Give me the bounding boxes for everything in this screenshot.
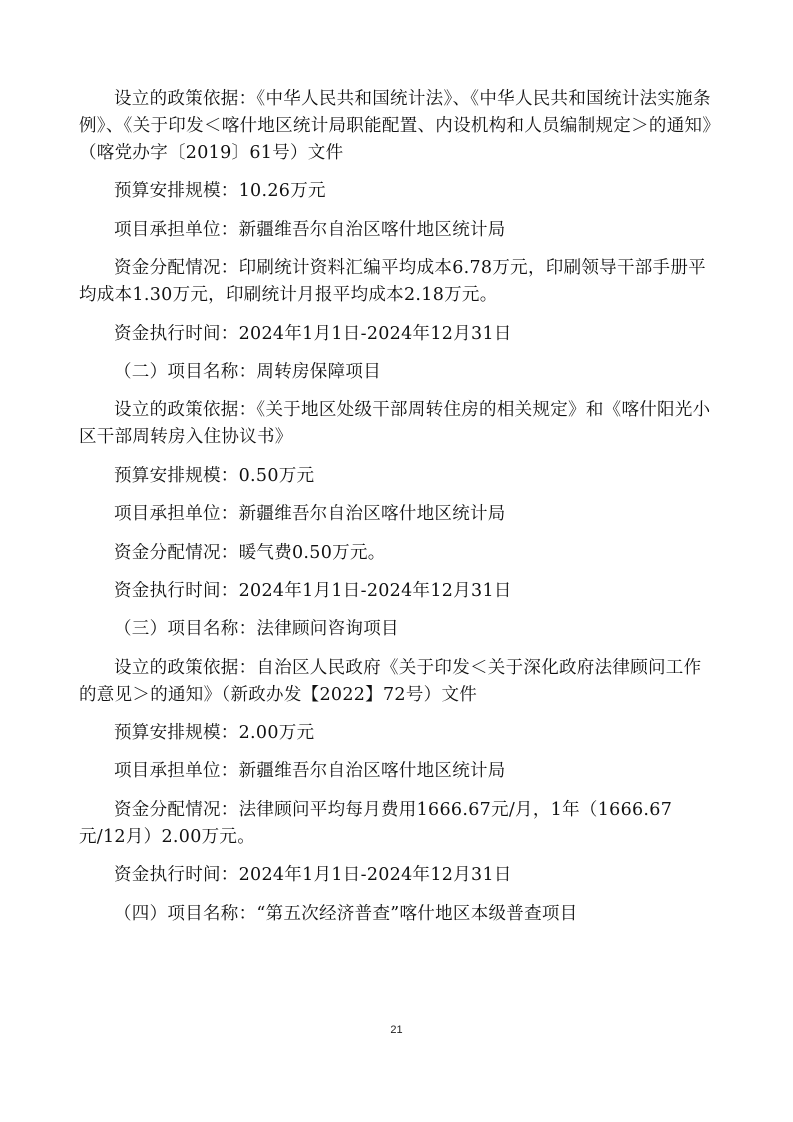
policy-basis-paragraph: 设立的政策依据：《关于地区处级干部周转住房的相关规定》和《喀什阳光小区干部周转房入住协议书》 bbox=[79, 400, 711, 448]
responsible-unit-paragraph: 项目承担单位：新疆维吾尔自治区喀什地区统计局 bbox=[114, 219, 506, 240]
budget-scale-paragraph: 预算安排规模：0.50万元 bbox=[114, 465, 315, 486]
section-heading-3: （三）项目名称：法律顾问咨询项目 bbox=[114, 619, 399, 640]
execution-time-paragraph: 资金执行时间：2024年1月1日-2024年12月31日 bbox=[114, 865, 512, 886]
fund-allocation-paragraph: 资金分配情况：暖气费0.50万元。 bbox=[114, 542, 386, 563]
fund-allocation-paragraph: 资金分配情况：法律顾问平均每月费用1666.67元/月，1年（1666.67元/12月）2.00万元。 bbox=[79, 799, 673, 847]
policy-basis-paragraph: 设立的政策依据：自治区人民政府《关于印发＜关于深化政府法律顾问工作的意见＞的通知》（新政办发【2022】72号）文件 bbox=[79, 657, 702, 705]
section-heading-4: （四）项目名称：“第五次经济普查”喀什地区本级普查项目 bbox=[114, 903, 578, 924]
policy-basis-paragraph: 设立的政策依据：《中华人民共和国统计法》、《中华人民共和国统计法实施条例》、《关于印发＜喀什地区统计局职能配置、内设机构和人员编制规定＞的通知》（喀党办字〔2019〕61号）文件 bbox=[79, 89, 712, 163]
execution-time-paragraph: 资金执行时间：2024年1月1日-2024年12月31日 bbox=[114, 323, 512, 344]
responsible-unit-paragraph: 项目承担单位：新疆维吾尔自治区喀什地区统计局 bbox=[114, 761, 506, 782]
budget-scale-paragraph: 预算安排规模：10.26万元 bbox=[114, 181, 326, 202]
page-number: 21 bbox=[390, 1024, 403, 1036]
execution-time-paragraph: 资金执行时间：2024年1月1日-2024年12月31日 bbox=[114, 580, 512, 601]
fund-allocation-paragraph: 资金分配情况：印刷统计资料汇编平均成本6.78万元，印刷领导干部手册平均成本1.30万元，印刷统计月报平均成本2.18万元。 bbox=[79, 258, 706, 306]
document-body bbox=[79, 86, 715, 939]
budget-scale-paragraph: 预算安排规模：2.00万元 bbox=[114, 723, 315, 744]
section-heading-2: （二）项目名称：周转房保障项目 bbox=[114, 361, 381, 382]
responsible-unit-paragraph: 项目承担单位：新疆维吾尔自治区喀什地区统计局 bbox=[114, 504, 506, 525]
